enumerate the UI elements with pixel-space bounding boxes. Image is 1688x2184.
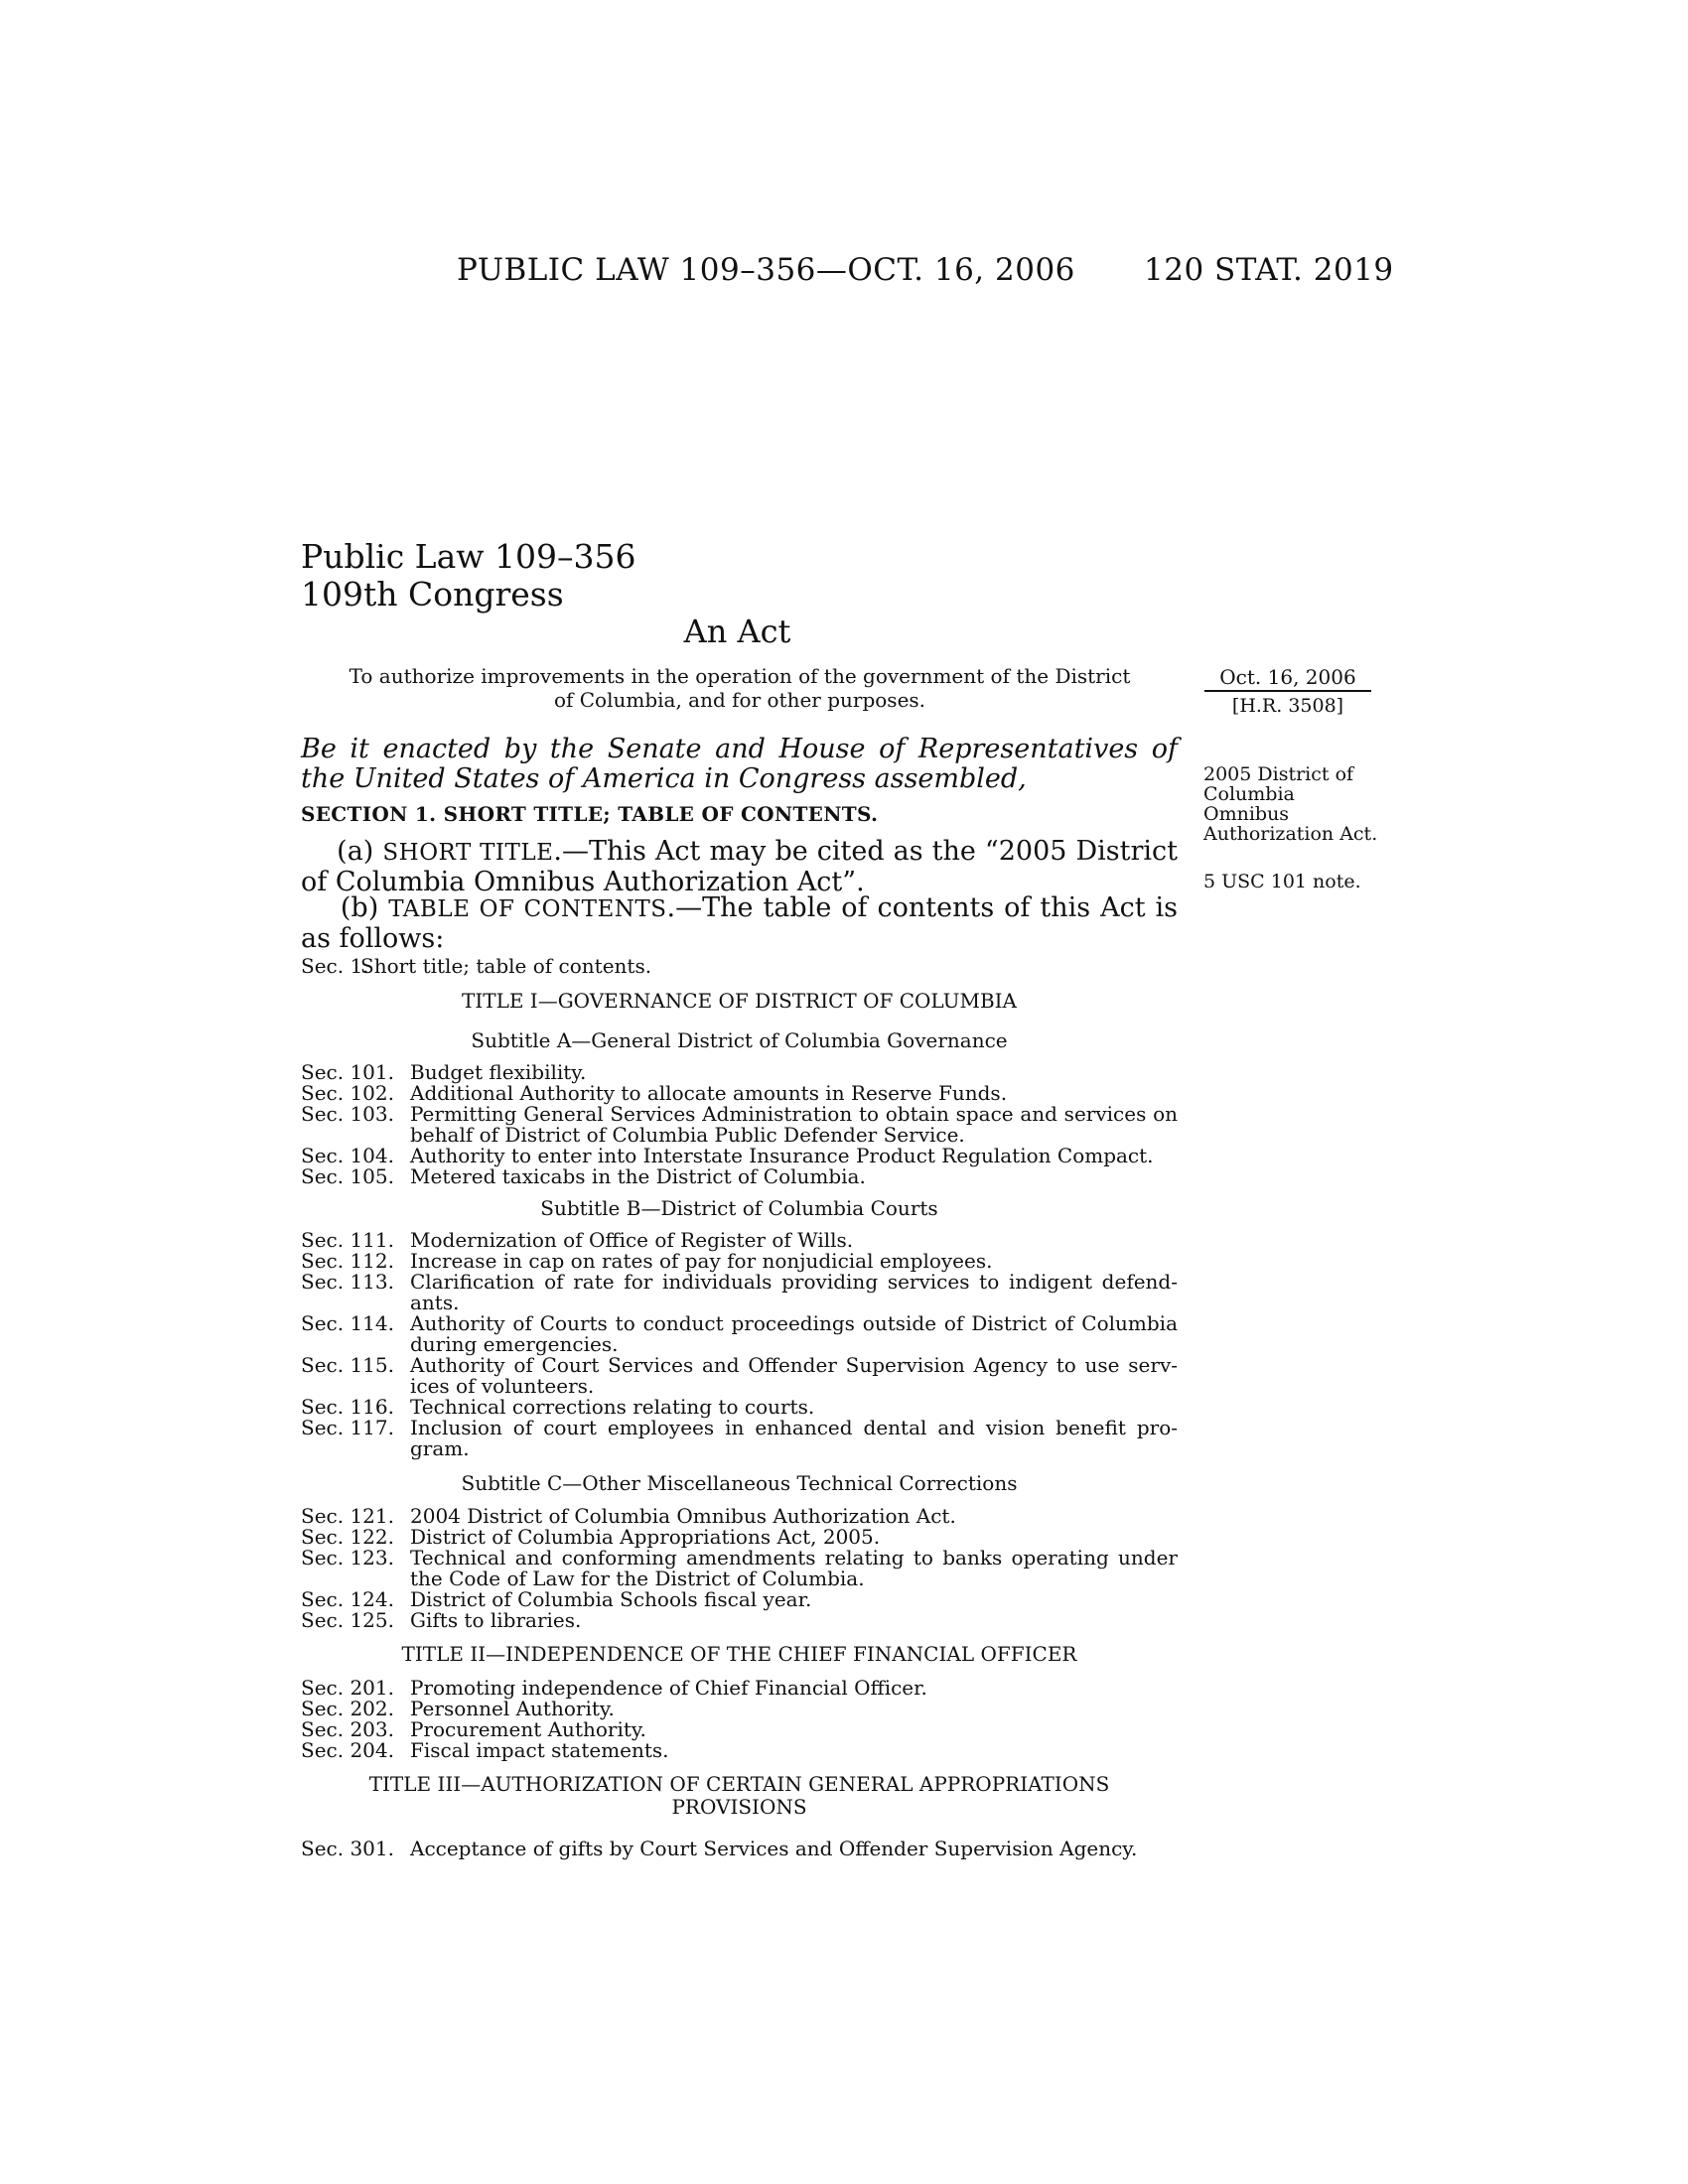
toc-section-text: Inclusion of court employees in enhanced dental and vision benefit pro- gram. xyxy=(410,1416,1178,1460)
section-1-heading: SECTION 1. SHORT TITLE; TABLE OF CONTENTS. xyxy=(301,802,879,826)
toc-section-number: Sec. 202. xyxy=(301,1697,394,1720)
subsection-a-heading: SHORT TITLE xyxy=(382,840,554,866)
toc-section-text: Technical and conforming amendments relating to banks operating under the Code of Law for the District of Columbia. xyxy=(410,1546,1178,1590)
toc-entry xyxy=(301,1355,1178,1397)
subsection-a xyxy=(301,837,1178,896)
toc-section-number: Sec. 103. xyxy=(301,1102,394,1126)
toc-entry xyxy=(301,1839,1178,1859)
public-law-heading xyxy=(301,538,635,614)
toc-section-number: Sec. 122. xyxy=(301,1525,394,1549)
toc-entry xyxy=(301,1251,1178,1272)
act-purpose: To authorize improvements in the operation of the government of the District of Columbia, and for other purposes. xyxy=(349,664,1131,712)
toc-entry xyxy=(301,1699,1178,1719)
toc-section-number: Sec. 203. xyxy=(301,1717,394,1741)
toc-section-number: Sec. 123. xyxy=(301,1546,394,1570)
toc-title-3-line-2: PROVISIONS xyxy=(671,1795,807,1819)
toc-section-number: Sec. 102. xyxy=(301,1081,394,1105)
subsection-a-text: .—This Act may be cited as the “2005 District of Columbia Omnibus Authorization Act”. xyxy=(301,836,1178,897)
subsection-b-label: (b) xyxy=(340,892,389,923)
toc-section-text: District of Columbia Appropriations Act, 2005. xyxy=(410,1525,881,1549)
toc-section-text: 2004 District of Columbia Omnibus Authorization Act. xyxy=(410,1504,956,1528)
act-title: An Act xyxy=(683,613,791,650)
toc-section-number: Sec. 204. xyxy=(301,1738,394,1762)
toc-entry xyxy=(301,1589,1178,1610)
congress-label: 109th Congress xyxy=(301,575,564,614)
margin-usc-note: 5 USC 101 note. xyxy=(1203,871,1361,892)
toc-section-text: District of Columbia Schools fiscal year. xyxy=(410,1587,812,1611)
toc-section-text: Authority to enter into Interstate Insurance Product Regulation Compact. xyxy=(410,1144,1154,1167)
toc-entry xyxy=(301,1146,1178,1166)
toc-entry xyxy=(301,1272,1178,1313)
toc-entry xyxy=(301,1548,1178,1589)
toc-section-number: Sec. 116. xyxy=(301,1395,394,1419)
subsection-b-heading: TABLE OF CONTENTS xyxy=(388,896,667,922)
toc-section-number: Sec. 113. xyxy=(301,1270,394,1294)
toc-entry xyxy=(301,1610,1178,1631)
toc-section-text: Authority of Courts to conduct proceedings outside of District of Columbia during emergencies. xyxy=(410,1311,1178,1356)
toc-entry xyxy=(301,1678,1178,1699)
toc-entry xyxy=(301,1527,1178,1548)
margin-short-title-note: 2005 District of Columbia Omnibus Authorization Act. xyxy=(1203,763,1378,845)
toc-section-number: Sec. 117. xyxy=(301,1416,394,1439)
toc-section-text: Metered taxicabs in the District of Columbia. xyxy=(410,1164,866,1188)
toc-entry xyxy=(301,1506,1178,1527)
toc-section-text: Promoting independence of Chief Financial Officer. xyxy=(410,1676,927,1700)
toc-section-number: Sec. 1. xyxy=(301,954,369,978)
margin-date: Oct. 16, 2006 xyxy=(1219,665,1356,689)
toc-section-number: Sec. 105. xyxy=(301,1164,394,1188)
toc-entry xyxy=(301,1062,1178,1083)
toc-section-text: Modernization of Office of Register of Wills. xyxy=(410,1228,854,1252)
toc-section-number: Sec. 301. xyxy=(301,1837,394,1860)
toc-section-text: Procurement Authority. xyxy=(410,1717,646,1741)
toc-section-number: Sec. 101. xyxy=(301,1060,394,1084)
toc-title-1: TITLE I—GOVERNANCE OF DISTRICT OF COLUMBIA xyxy=(461,989,1017,1013)
toc-section-number: Sec. 111. xyxy=(301,1228,394,1252)
subsection-a-label: (a) xyxy=(337,836,383,867)
toc-entry xyxy=(301,1740,1178,1761)
toc-section-text: Personnel Authority. xyxy=(410,1697,615,1720)
toc-section-text: Clarification of rate for individuals providing services to indigent defend- ants. xyxy=(410,1270,1178,1314)
toc-entry xyxy=(301,1104,1178,1146)
toc-entry xyxy=(301,1397,1178,1418)
margin-bill-number: [H.R. 3508] xyxy=(1231,695,1344,717)
public-law-number: Public Law 109–356 xyxy=(301,537,636,576)
toc-section-text: Acceptance of gifts by Court Services and Offender Supervision Agency. xyxy=(410,1837,1138,1860)
toc-section-number: Sec. 121. xyxy=(301,1504,394,1528)
toc-section-number: Sec. 114. xyxy=(301,1311,394,1335)
toc-entry xyxy=(301,956,1178,977)
toc-section-number: Sec. 124. xyxy=(301,1587,394,1611)
toc-section-number: Sec. 104. xyxy=(301,1144,394,1167)
toc-section-text: Short title; table of contents. xyxy=(360,954,652,978)
subsection-b xyxy=(301,893,1178,953)
toc-entry xyxy=(301,1313,1178,1355)
toc-section-text: Fiscal impact statements. xyxy=(410,1738,669,1762)
toc-section-text: Authority of Court Services and Offender Supervision Agency to use serv- ices of volunteers. xyxy=(410,1353,1178,1398)
toc-entry xyxy=(301,1083,1178,1104)
subsection-b-text: .—The table of contents of this Act is as follows: xyxy=(301,892,1179,954)
toc-section-number: Sec. 125. xyxy=(301,1608,394,1632)
toc-title-3-line-1: TITLE III—AUTHORIZATION OF CERTAIN GENERAL APPROPRIATIONS xyxy=(368,1772,1110,1796)
toc-section-text: Permitting General Services Administration to obtain space and services on behalf of District of Columbia Public Defender Service. xyxy=(410,1102,1178,1147)
toc-title-3 xyxy=(301,1773,1178,1819)
toc-entry xyxy=(301,1230,1178,1251)
toc-subtitle-b: Subtitle B—District of Columbia Courts xyxy=(540,1196,938,1220)
stat-page-reference: 120 STAT. 2019 xyxy=(1144,252,1394,288)
toc-subtitle-c: Subtitle C—Other Miscellaneous Technical Corrections xyxy=(461,1471,1018,1495)
toc-section-number: Sec. 112. xyxy=(301,1249,394,1273)
margin-rule xyxy=(1204,690,1371,692)
toc-entry xyxy=(301,1719,1178,1740)
toc-title-2: TITLE II—INDEPENDENCE OF THE CHIEF FINANCIAL OFFICER xyxy=(401,1642,1077,1666)
enacting-clause: Be it enacted by the Senate and House of Representatives of the United States of America in Congress assembled, xyxy=(301,734,1178,794)
toc-subtitle-a: Subtitle A—General District of Columbia Governance xyxy=(471,1028,1008,1052)
toc-section-text: Gifts to libraries. xyxy=(410,1608,582,1632)
running-head: PUBLIC LAW 109–356—OCT. 16, 2006 xyxy=(457,252,1075,288)
toc-section-text: Technical corrections relating to courts. xyxy=(410,1395,815,1419)
toc-section-number: Sec. 115. xyxy=(301,1353,394,1377)
toc-section-text: Budget flexibility. xyxy=(410,1060,587,1084)
toc-section-number: Sec. 201. xyxy=(301,1676,394,1700)
toc-entry xyxy=(301,1418,1178,1459)
toc-section-text: Increase in cap on rates of pay for nonjudicial employees. xyxy=(410,1249,993,1273)
toc-entry xyxy=(301,1166,1178,1187)
toc-section-text: Additional Authority to allocate amounts in Reserve Funds. xyxy=(410,1081,1008,1105)
